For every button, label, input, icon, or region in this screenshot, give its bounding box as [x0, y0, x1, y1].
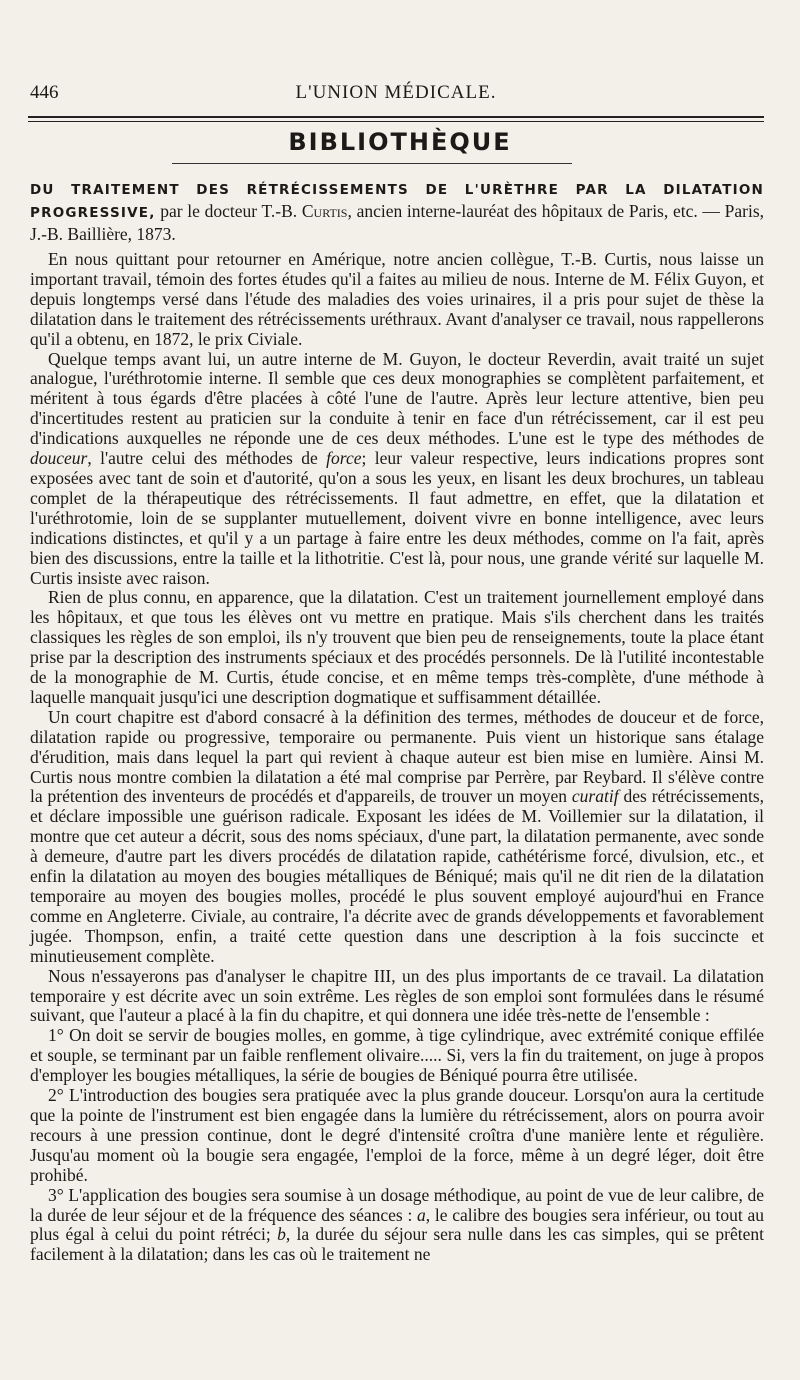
review-author-prefix: par le docteur T.-B.	[160, 201, 302, 221]
review-author-name: Curtis	[301, 201, 348, 221]
header-rule	[28, 116, 764, 122]
paragraph-5: Nous n'essayerons pas d'analyser le chapitre III, un des plus importants de ce travail. La dilatation temporaire y est décrite avec un soin extrême. Les règles de son emploi sont formulées dans le résumé suivant, que l'auteur a placé à la fin du chapitre, et qui donnera une idée très-nette de l'ensemble :	[30, 965, 764, 1026]
rule-item-1: 1° On doit se servir de bougies molles, en gomme, à tige cylindrique, avec extrémité conique effilée et souple, se terminant par un faible renflement olivaire..... Si, vers la fin du traitement, on juge à propos d'employer les bougies métalliques, la série de bougies de Béniqué pourra être utilisée.	[30, 1025, 764, 1086]
paragraph-4-emphasis-curatif: curatif	[571, 786, 619, 807]
body-text	[30, 250, 764, 1265]
section-title-rule	[172, 163, 572, 164]
review-heading	[30, 178, 764, 245]
rule-item-2: 2° L'introduction des bougies sera pratiquée avec la plus grande douceur. Lorsqu'on aura la certitude que la pointe de l'instrument est bien engagée dans la lumière du rétrécissement, alors on pourra avoir recours à une pression continue, dont le degré d'intensité croîtra d'une manière lente et régulière. Jusqu'au moment où la bougie sera engagée, l'emploi de la force, même à un degré léger, doit être prohibé.	[30, 1085, 764, 1185]
paragraph-4	[30, 708, 764, 967]
paragraph-2-emphasis-douceur: douceur	[30, 448, 88, 469]
paragraph-3: Rien de plus connu, en apparence, que la dilatation. C'est un traitement journellement employé dans les hôpitaux, et que tous les élèves ont vu mettre en pratique. Mais s'ils cherchent dans les traités classiques les règles de son emploi, ils n'y trouvent que bien peu de renseignements, toute la place étant prise par la description des instruments spéciaux et des procédés personnels. De là l'utilité incontestable de la monographie de M. Curtis, étude concise, et en même temps très-complète, d'une méthode à laquelle manquait jusqu'ici une description dogmatique et suffisamment détaillée.	[30, 587, 764, 707]
paragraph-2-emphasis-force: force	[326, 448, 362, 469]
rule-item-3-letter-a: a	[417, 1204, 426, 1225]
rule-item-3-part-b: , le calibre des bougies sera inférieur, ou tout au plus égal à celui du point rétréci;	[30, 1204, 764, 1245]
paragraph-2-part-c: ; leur valeur respective, leurs indications propres sont exposées avec tant de soin et d'autorité, qu'on a sous les yeux, en lisant les deux brochures, un tableau complet de la thérapeutique des rétrécissements. Il faut admettre, en effet, que la dilatation et l'uréthrotomie, loin de se supplanter mutuellement, doivent vivre en bonne intelligence, avec leurs indications distinctes, et qu'il y a un partage à faire entre les deux méthodes, comme on l'a fait, après bien des discussions, entre la taille et la lithotritie. C'est là, pour nous, une grande vérité sur laquelle M. Curtis insiste avec raison.	[30, 448, 764, 588]
paragraph-2-part-a: Quelque temps avant lui, un autre interne de M. Guyon, le docteur Reverdin, avait traité un sujet analogue, l'uréthrotomie interne. Il semble que ces deux monographies se complètent parfaitement, et méritent à tous égards d'être placées à côté l'une de l'autre. Après leur lecture attentive, bien peu d'incertitudes restent au praticien sur la conduite à tenir en face d'un rétrécissement, car il est peu d'indications auxquelles ne réponde une de ces deux méthodes. L'une est le type des méthodes de	[30, 348, 764, 449]
review-author-suffix: , ancien interne-lauréat des hôpitaux de Paris, etc. — Paris, J.-B. Baillière, 1873.	[30, 201, 765, 244]
paragraph-2	[30, 350, 764, 589]
rule-item-3-part-c: , la durée du séjour sera nulle dans les cas simples, qui se prêtent facilement à la dilatation; dans les cas où le traitement ne	[30, 1224, 764, 1265]
paragraph-2-part-b: , l'autre celui des méthodes de	[87, 448, 327, 469]
paragraph-1: En nous quittant pour retourner en Amérique, notre ancien collègue, T.-B. Curtis, nous laisse un important travail, témoin des fortes études qu'il a faites au milieu de nous. Interne de M. Félix Guyon, et depuis longtemps versé dans l'étude des maladies des voies urinaires, il a pris pour sujet de thèse la dilatation dans le traitement des rétrécissements uréthraux. Avant d'analyser ce travail, nous rappellerons qu'il a obtenu, en 1872, le prix Civiale.	[30, 249, 764, 349]
paragraph-4-part-a: Un court chapitre est d'abord consacré à la définition des termes, méthodes de douceur et de force, dilatation rapide ou progressive, temporaire ou permanente. Puis vient un historique sans étalage d'érudition, mais dans lequel la part qui revient à chaque auteur est bien mise en lumière. Ainsi M. Curtis nous montre combien la dilatation a été mal comprise par Perrère, par Reybard. Il s'élève contre la prétention des inventeurs de procédés et d'appareils, de trouver un moyen	[30, 706, 764, 807]
paragraph-4-part-b: des rétrécissements, et déclare impossible une guérison radicale. Exposant les idées de M. Voillemier sur la dilatation, il montre que cet auteur a décrit, sous des noms spéciaux, d'une part, la dilatation permanente, avec sonde à demeure, d'autre part les divers procédés de dilatation rapide, cathétérisme forcé, divulsion, etc., et enfin la dilatation au moyen des bougies métalliques de Béniqué; mais qu'il ne dit rien de la dilatation temporaire au moyen des bougies molles, procédé le plus souvent employé aujourd'hui en France comme en Angleterre. Civiale, au contraire, l'a décrite avec de grands développements et favorablement jugée. Thompson, enfin, a traité cette question dans une description à la fois succincte et minutieusement complète.	[30, 786, 765, 966]
running-header	[30, 82, 762, 108]
rule-item-3	[30, 1186, 764, 1266]
rule-item-3-letter-b: b	[277, 1224, 286, 1245]
review-title: DU TRAITEMENT DES RÉTRÉCISSEMENTS DE L'URÈTHRE PAR LA DILATATION PROGRESSIVE,	[30, 182, 764, 221]
page-number: 446	[30, 82, 59, 103]
section-title: BIBLIOTHÈQUE	[288, 128, 512, 156]
journal-title: L'UNION MÉDICALE.	[295, 82, 497, 103]
rule-item-3-part-a: 3° L'application des bougies sera soumise à un dosage méthodique, au point de vue de leur calibre, de la durée de leur séjour et de la fréquence des séances :	[30, 1184, 764, 1225]
